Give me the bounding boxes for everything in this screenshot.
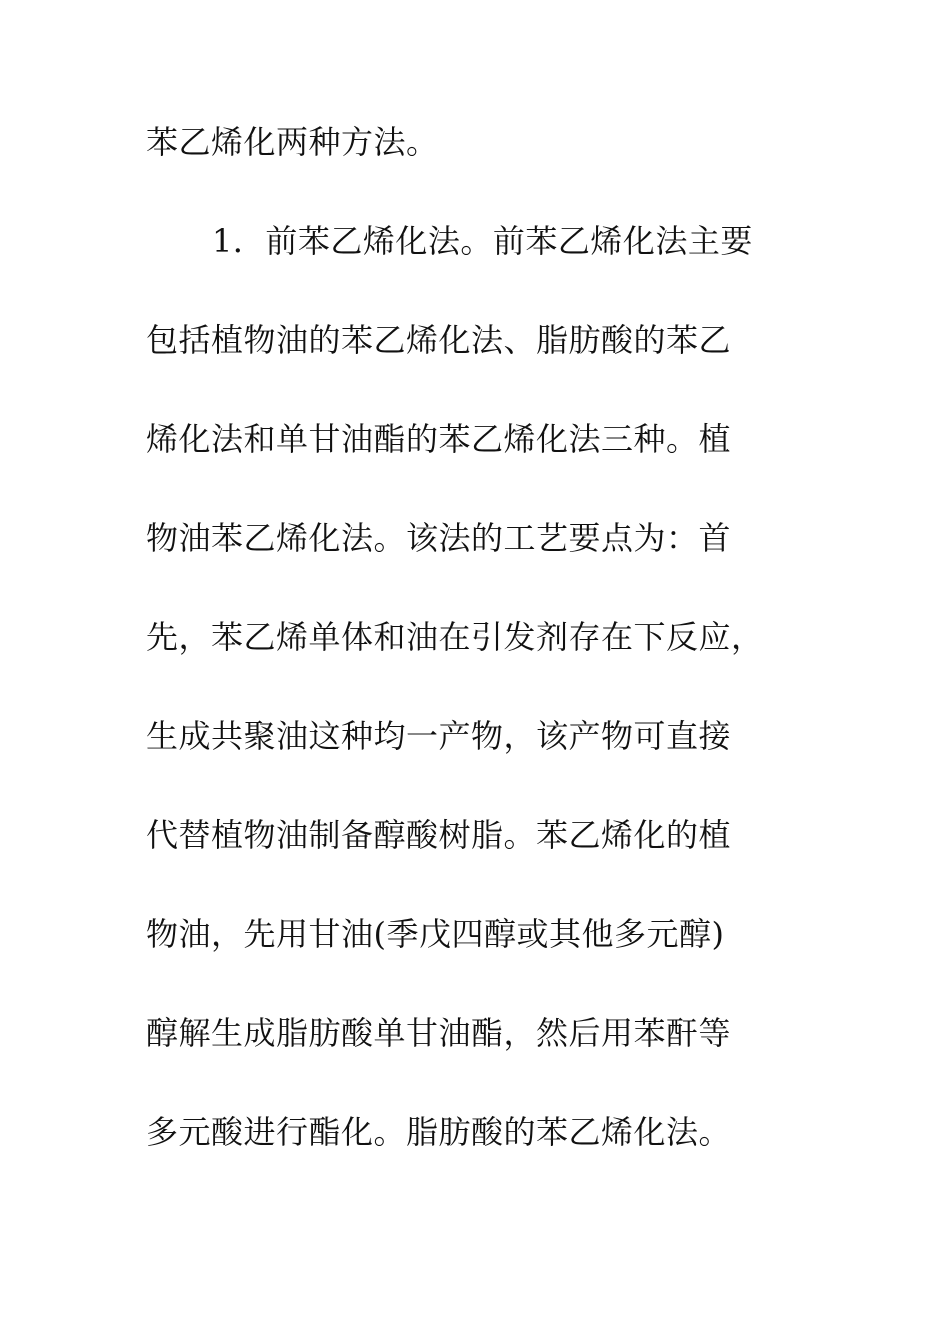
text-line: 苯乙烯化两种方法。 — [146, 123, 439, 161]
body-text — [146, 123, 806, 1215]
text-line: 包括植物油的苯乙烯化法、脂肪酸的苯乙 — [146, 321, 732, 359]
text-line: 烯化法和单甘油酯的苯乙烯化法三种。植 — [146, 420, 732, 458]
text-line-section-heading: 1．前苯乙烯化法。前苯乙烯化法主要 — [212, 222, 753, 260]
text-line: 多元酸进行酯化。脂肪酸的苯乙烯化法。 — [146, 1113, 732, 1151]
text-line: 物油苯乙烯化法。该法的工艺要点为：首 — [146, 519, 732, 557]
text-line: 物油，先用甘油(季戊四醇或其他多元醇) — [146, 915, 725, 953]
text-line: 先，苯乙烯单体和油在引发剂存在下反应， — [146, 618, 764, 656]
text-line: 醇解生成脂肪酸单甘油酯，然后用苯酐等 — [146, 1014, 732, 1052]
text-line: 生成共聚油这种均一产物，该产物可直接 — [146, 717, 732, 755]
text-line: 代替植物油制备醇酸树脂。苯乙烯化的植 — [146, 816, 732, 854]
